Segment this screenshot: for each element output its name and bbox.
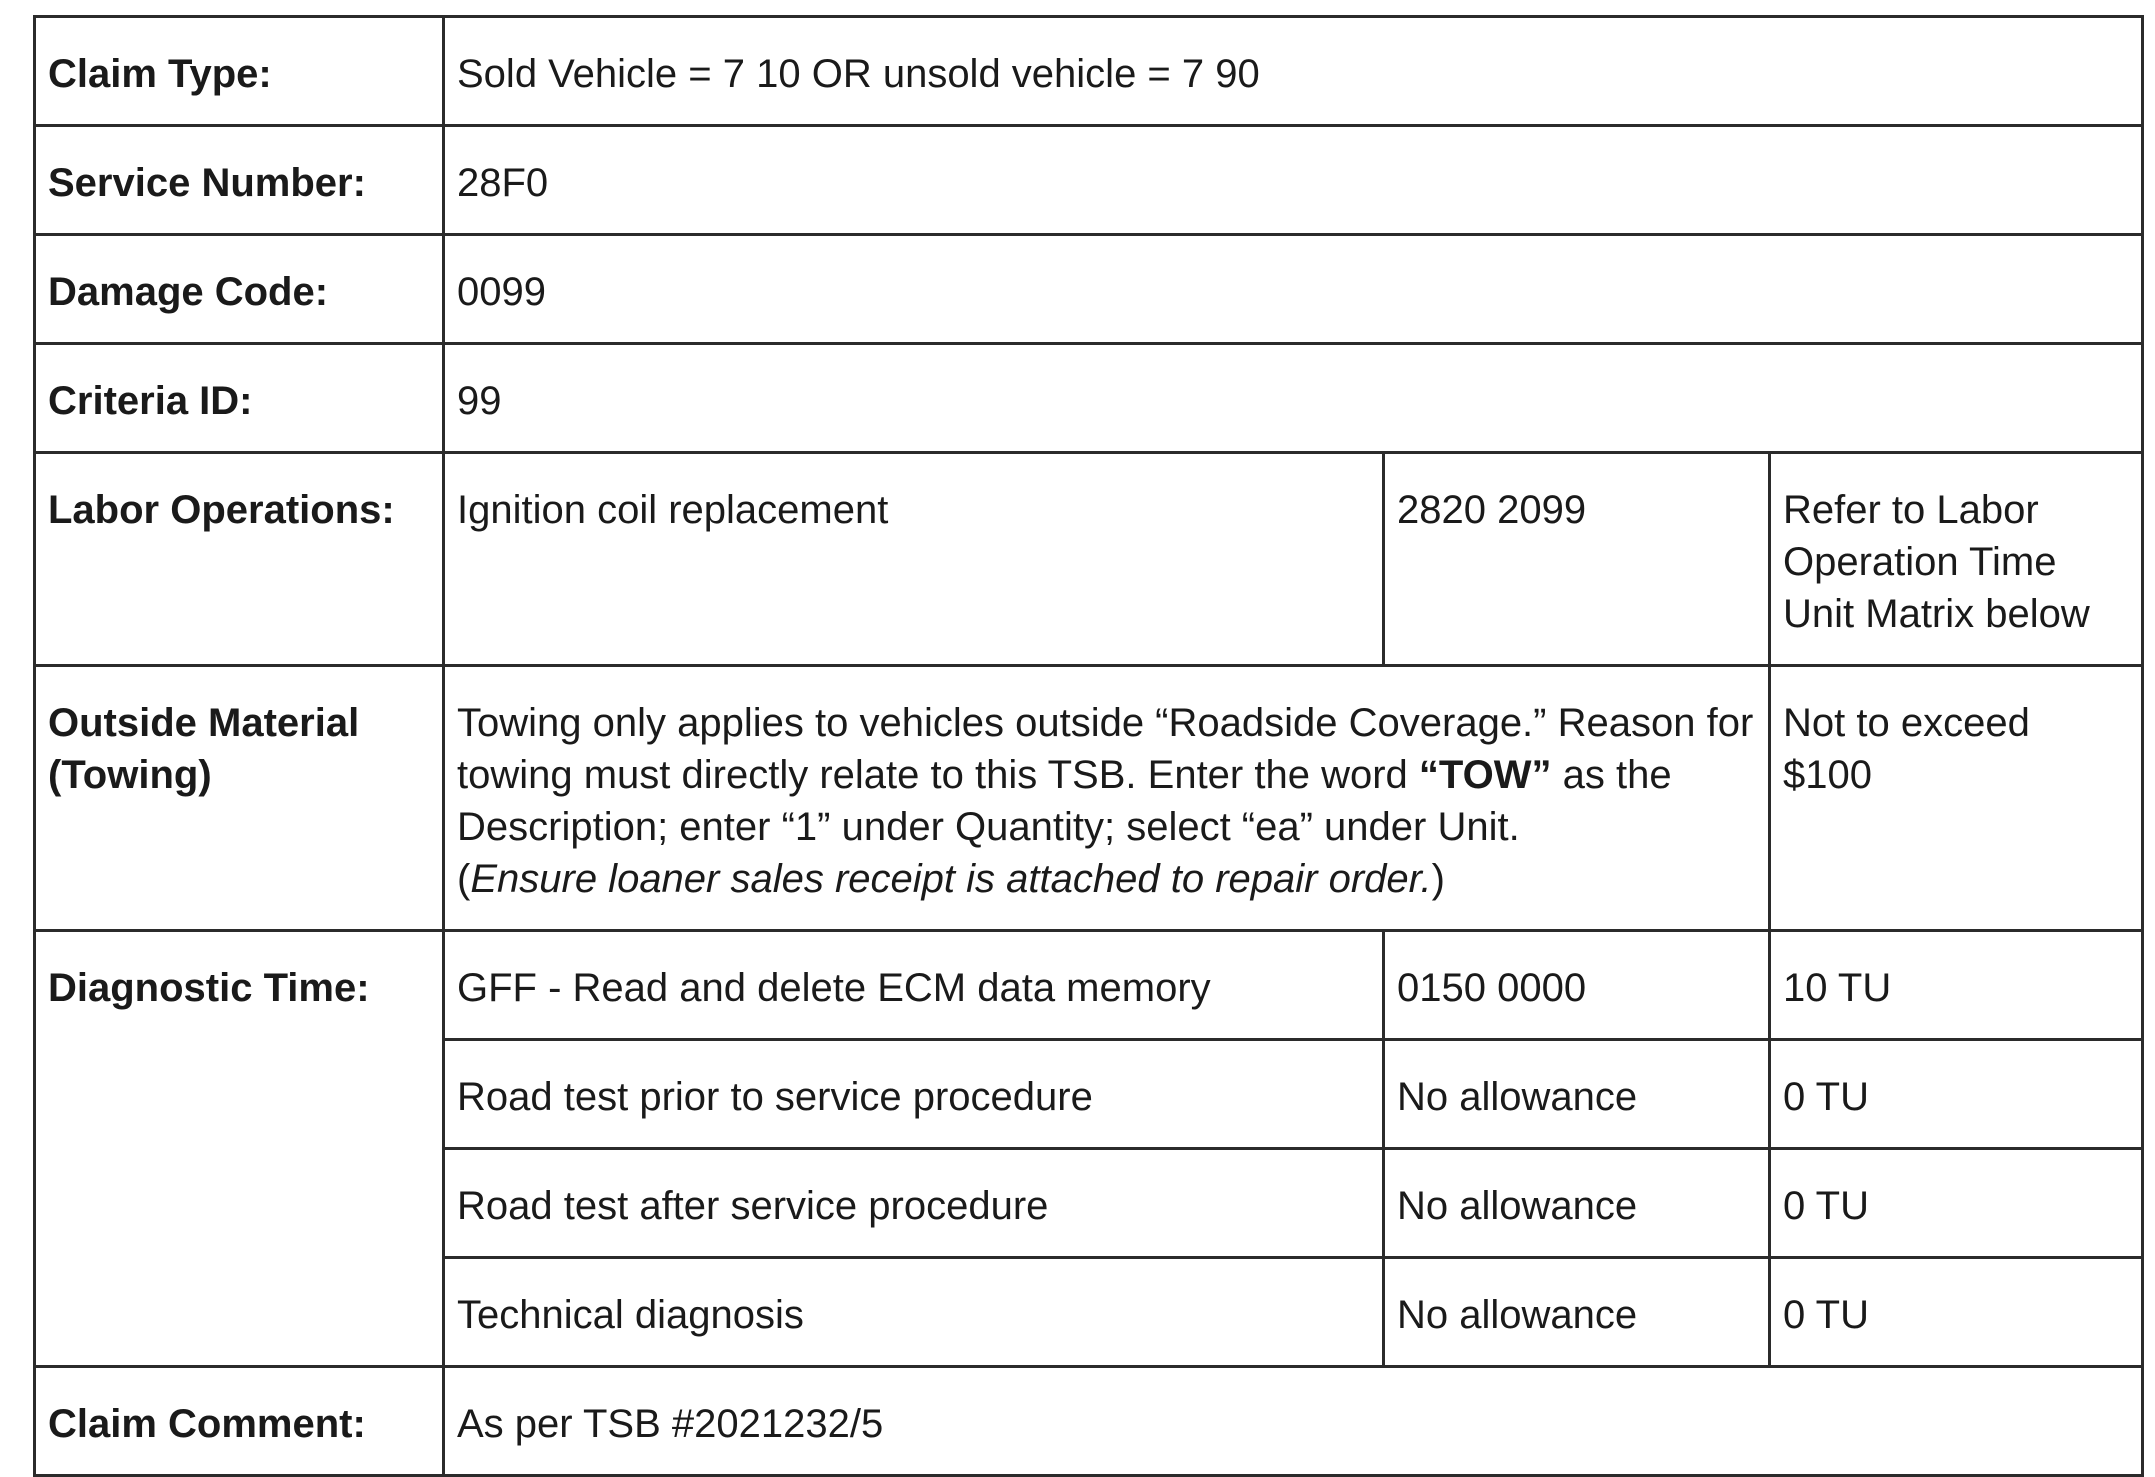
diagnostic-item-code: No allowance (1384, 1258, 1770, 1367)
labor-operations-label: Labor Operations: (35, 453, 444, 666)
outside-material-row (35, 666, 2143, 931)
diagnostic-item-description: GFF - Read and delete ECM data memory (444, 931, 1384, 1040)
diagnostic-time-row (35, 931, 2143, 1040)
towing-instructions-text: Towing only applies to vehicles outside “Roadside Coverage.” Reason for towing must directly relate to this TSB. Enter the word (457, 701, 1754, 797)
labor-operation-time: Refer to Labor Operation Time Unit Matrix below (1770, 453, 2143, 666)
diagnostic-item-time: 0 TU (1770, 1040, 2143, 1149)
loaner-receipt-note: Ensure loaner sales receipt is attached to repair order. (470, 857, 1432, 901)
claim-comment-label: Claim Comment: (35, 1367, 444, 1476)
criteria-id-label: Criteria ID: (35, 344, 444, 453)
loaner-note-open-paren: ( (457, 857, 471, 901)
diagnostic-item-description: Road test after service procedure (444, 1149, 1384, 1258)
diagnostic-item-time: 0 TU (1770, 1258, 2143, 1367)
labor-operation-code: 2820 2099 (1384, 453, 1770, 666)
towing-instructions-text-2: as the Description; enter “1” under Quantity; select “ea” under Unit. (457, 753, 1672, 849)
diagnostic-item-time: 0 TU (1770, 1149, 2143, 1258)
criteria-id-value: 99 (444, 344, 2143, 453)
claim-type-value: Sold Vehicle = 7 10 OR unsold vehicle = 7 90 (444, 17, 2143, 126)
warranty-claim-table (33, 15, 2144, 1477)
service-number-value: 28F0 (444, 126, 2143, 235)
claim-type-row (35, 17, 2143, 126)
diagnostic-item-description: Road test prior to service procedure (444, 1040, 1384, 1149)
claim-type-label: Claim Type: (35, 17, 444, 126)
diagnostic-time-label: Diagnostic Time: (35, 931, 444, 1367)
diagnostic-item-time: 10 TU (1770, 931, 2143, 1040)
damage-code-value: 0099 (444, 235, 2143, 344)
diagnostic-item-code: 0150 0000 (1384, 931, 1770, 1040)
outside-material-label-line2: (Towing) (48, 753, 212, 797)
diagnostic-item-code: No allowance (1384, 1040, 1770, 1149)
service-number-row (35, 126, 2143, 235)
labor-operation-description: Ignition coil replacement (444, 453, 1384, 666)
claim-comment-value: As per TSB #2021232/5 (444, 1367, 2143, 1476)
damage-code-label: Damage Code: (35, 235, 444, 344)
service-number-label: Service Number: (35, 126, 444, 235)
labor-operations-row (35, 453, 2143, 666)
tow-keyword: “TOW” (1418, 753, 1552, 797)
outside-material-label (35, 666, 444, 931)
outside-material-description (444, 666, 1770, 931)
claim-comment-row (35, 1367, 2143, 1476)
diagnostic-item-code: No allowance (1384, 1149, 1770, 1258)
loaner-note-close-paren: ) (1431, 857, 1445, 901)
towing-limit: Not to exceed $100 (1770, 666, 2143, 931)
criteria-id-row (35, 344, 2143, 453)
outside-material-label-line1: Outside Material (48, 701, 360, 745)
damage-code-row (35, 235, 2143, 344)
diagnostic-item-description: Technical diagnosis (444, 1258, 1384, 1367)
